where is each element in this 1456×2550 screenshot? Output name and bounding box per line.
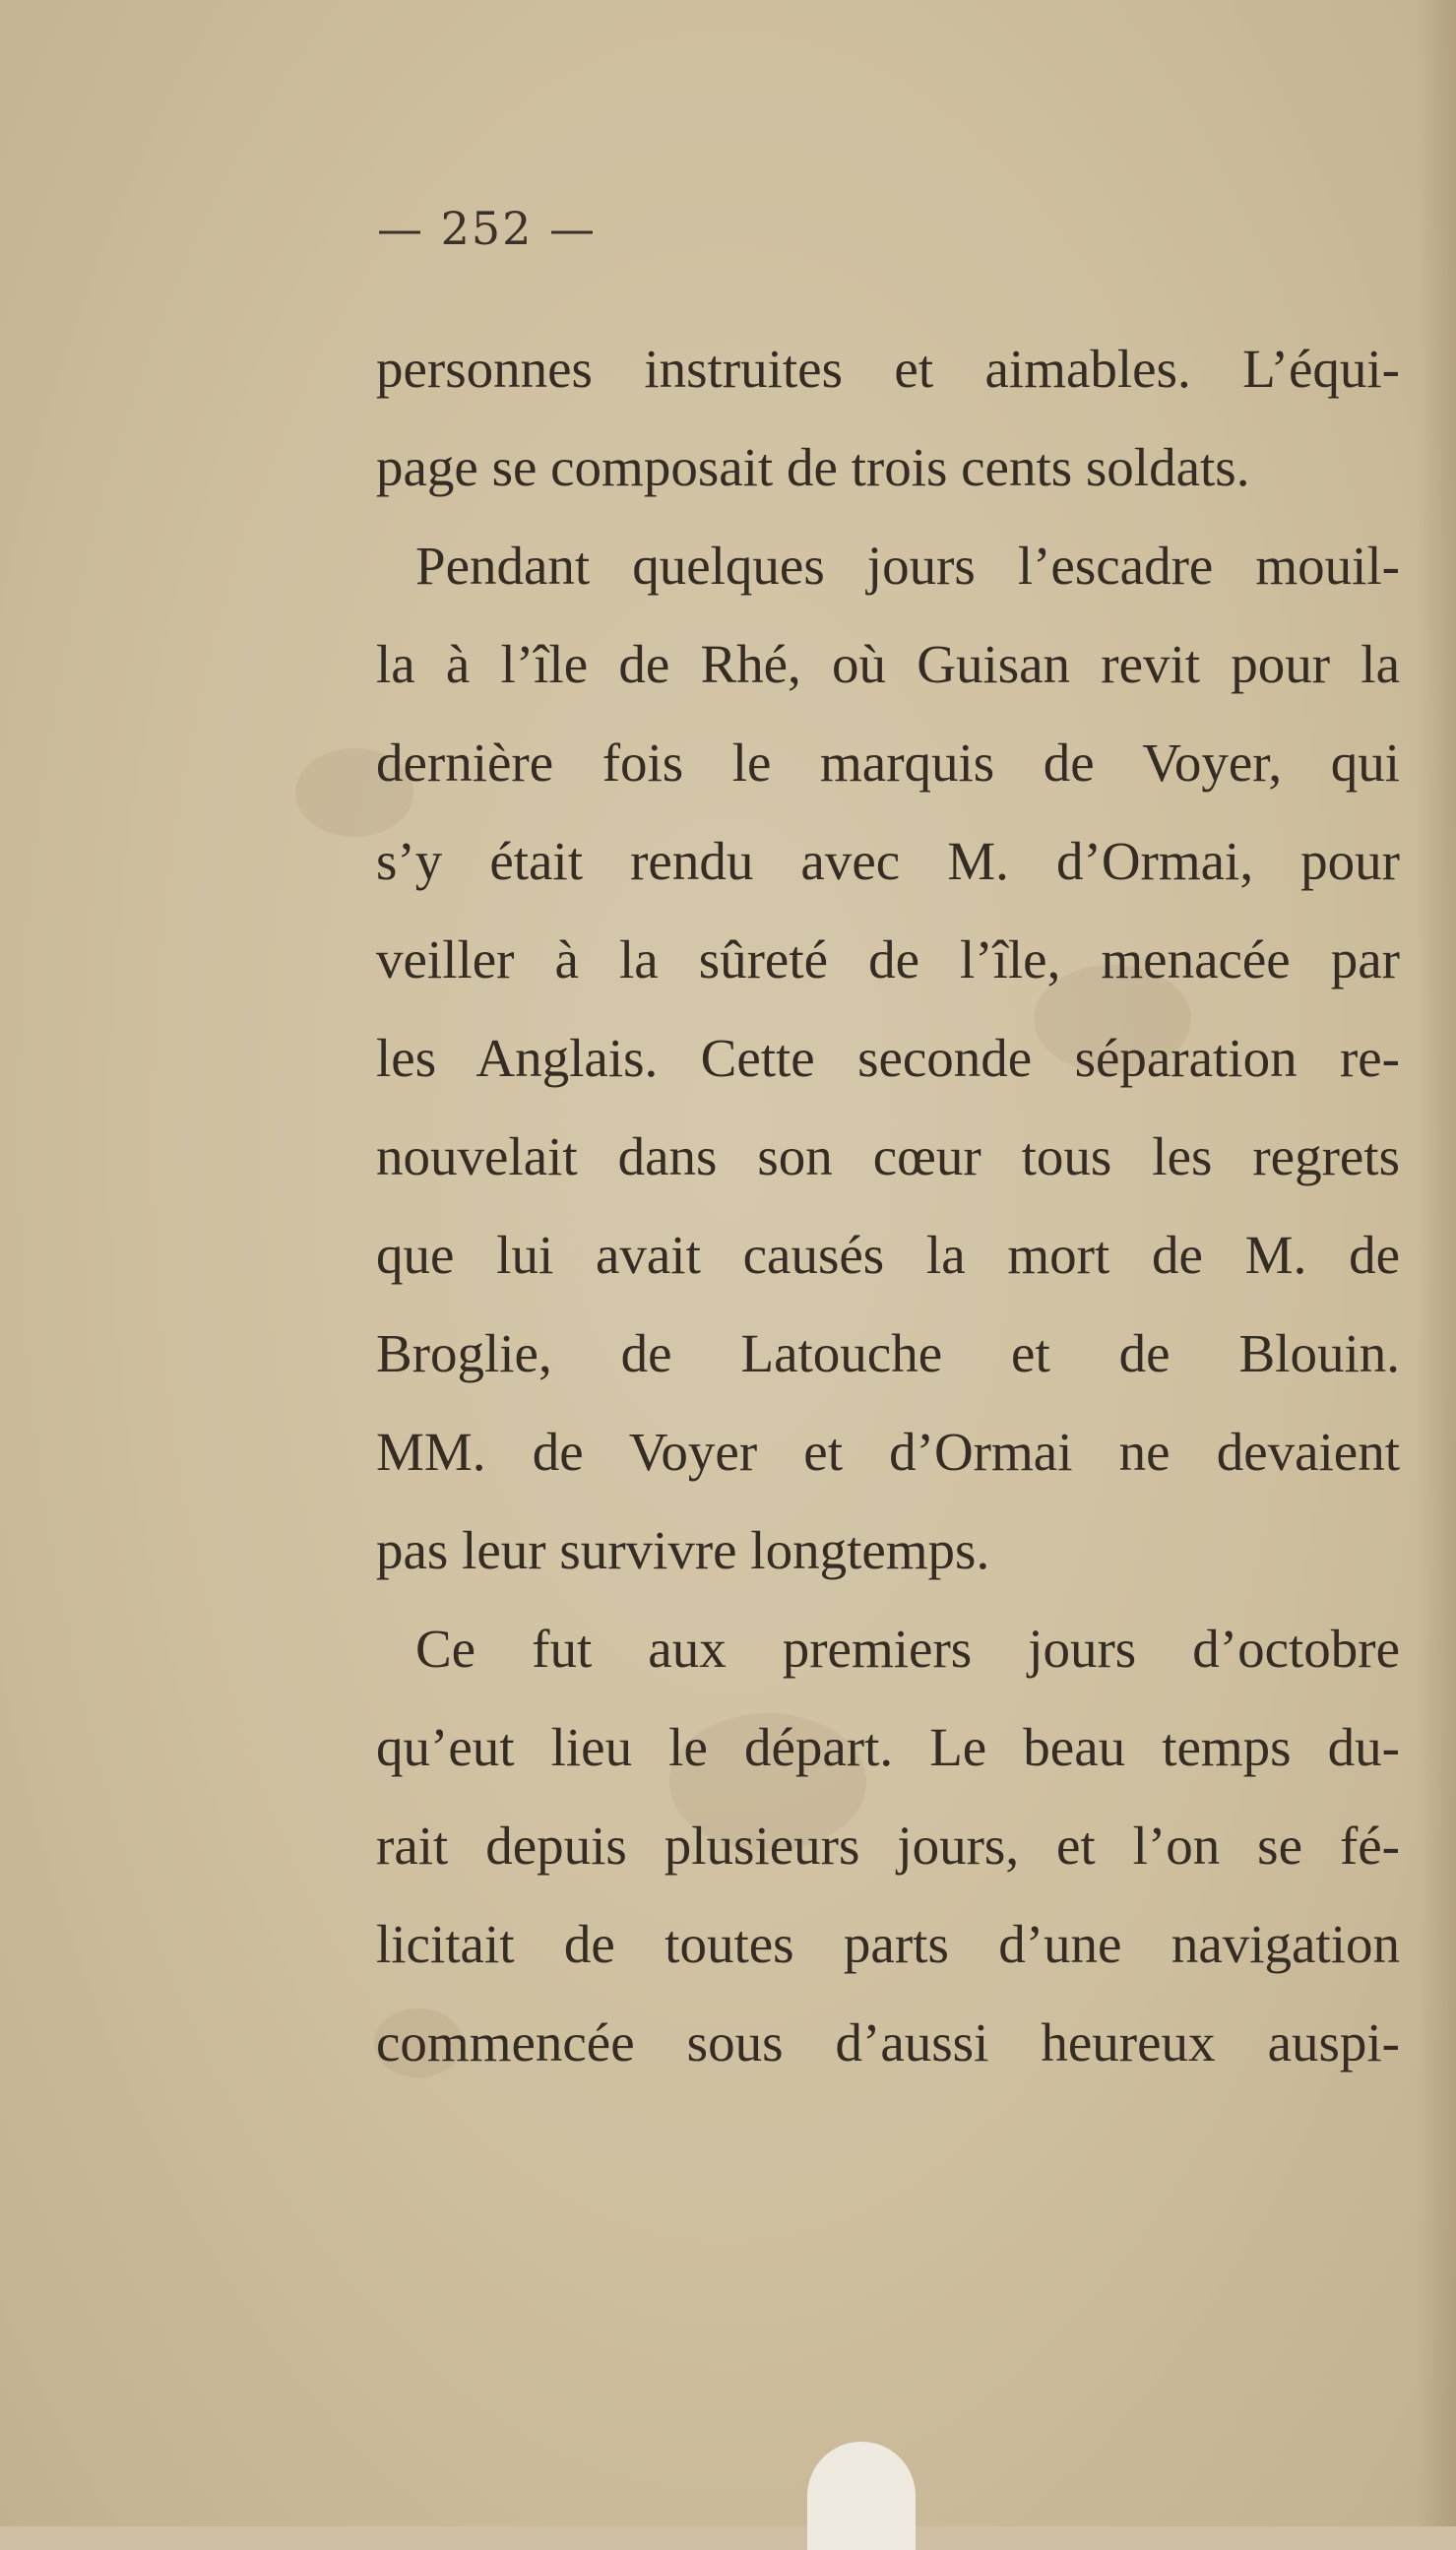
text-line: Ce fut aux premiers jours d’octobre: [415, 1619, 1400, 1679]
text-line: commencée sous d’aussi heureux auspi-: [376, 2012, 1400, 2072]
paper-blot: [807, 2442, 916, 2550]
text-line: pas leur survivre longtemps.: [376, 1520, 990, 1580]
text-line: page se composait de trois cents soldats.: [376, 437, 1250, 497]
text-line: nouvelait dans son cœur tous les regrets: [376, 1126, 1400, 1186]
body-text: [376, 320, 1400, 2092]
text-line: personnes instruites et aimables. L’équi-: [376, 339, 1400, 399]
text-line: Pendant quelques jours l’escadre mouil-: [415, 536, 1400, 596]
text-line: les Anglais. Cette seconde séparation re-: [376, 1028, 1400, 1088]
text-line: que lui avait causés la mort de M. de: [376, 1225, 1400, 1285]
text-line: qu’eut lieu le départ. Le beau temps du-: [376, 1717, 1400, 1777]
text-line: dernière fois le marquis de Voyer, qui: [376, 733, 1400, 793]
text-line: Broglie, de Latouche et de Blouin.: [376, 1323, 1400, 1383]
text-line: veiller à la sûreté de l’île, menacée par: [376, 929, 1400, 989]
text-line: licitait de toutes parts d’une navigation: [376, 1914, 1400, 1974]
text-line: MM. de Voyer et d’Ormai ne devaient: [376, 1422, 1400, 1482]
text-line: s’y était rendu avec M. d’Ormai, pour: [376, 831, 1400, 891]
page-number: — 252 —: [376, 202, 598, 255]
text-line: la à l’île de Rhé, où Guisan revit pour la: [376, 634, 1400, 694]
page-edge-shadow: [1417, 0, 1456, 2526]
text-line: rait depuis plusieurs jours, et l’on se fé-: [376, 1816, 1400, 1876]
